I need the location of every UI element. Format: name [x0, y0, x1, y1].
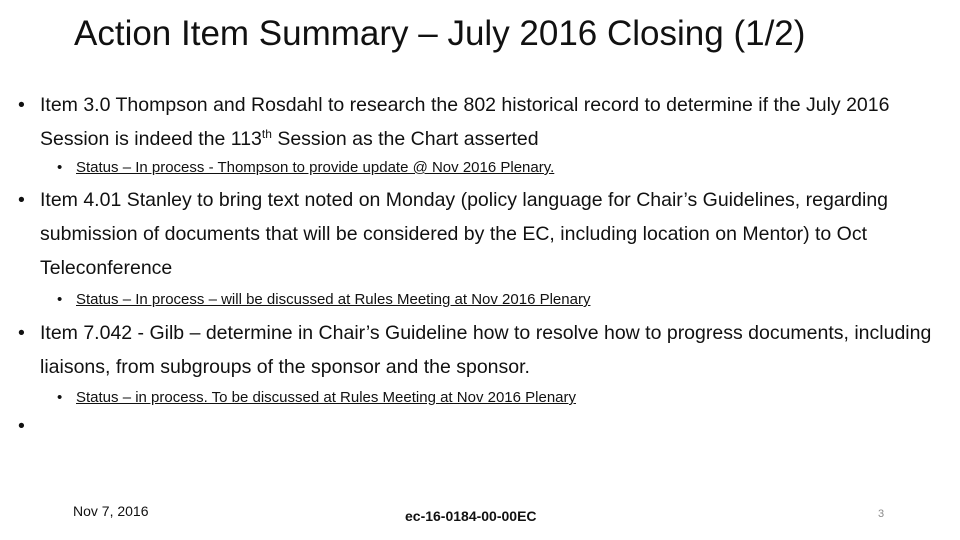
- status-item-3-0: [57, 158, 917, 178]
- footer-page-number: 3: [878, 508, 885, 520]
- sub-bullet-dot: •: [57, 159, 63, 176]
- empty-bullet: •: [18, 415, 25, 437]
- action-item-7-042: [18, 316, 938, 384]
- action-item-4-01: [18, 183, 938, 285]
- action-item-text-tail: Session as the Chart asserted: [271, 128, 539, 150]
- slide-title: Action Item Summary – July 2016 Closing (1/2): [74, 14, 806, 53]
- bullet-dot: •: [18, 94, 25, 116]
- action-item-text-main: Item 3.0 Thompson and Rosdahl to research the 802 historical record to determine if the July 2016 Session is indeed the 113: [40, 94, 890, 150]
- sub-bullet-dot: •: [57, 291, 63, 308]
- sub-bullet-dot: •: [57, 389, 63, 406]
- status-item-4-01: [57, 290, 917, 310]
- status-text: Status – In process - Thompson to provide update @ Nov 2016 Plenary.: [76, 159, 555, 176]
- bullet-dot: •: [18, 189, 25, 211]
- footer-date: Nov 7, 2016: [73, 503, 149, 519]
- action-item-text: Item 4.01 Stanley to bring text noted on Monday (policy language for Chair’s Guidelines, regarding submission of documents that will be considered by the EC, including location on Mentor) to Oct Teleconference: [40, 189, 889, 279]
- ordinal-superscript: th: [261, 127, 272, 141]
- footer-document-id: ec-16-0184-00-00EC: [405, 508, 537, 524]
- bullet-dot: •: [18, 322, 25, 344]
- action-item-text: Item 7.042 - Gilb – determine in Chair’s Guideline how to resolve how to progress documents, including liaisons, from subgroups of the sponsor and the sponsor.: [40, 322, 932, 378]
- action-item-text: [40, 88, 938, 156]
- status-text: Status – in process. To be discussed at Rules Meeting at Nov 2016 Plenary: [76, 389, 577, 406]
- status-text: Status – In process – will be discussed at Rules Meeting at Nov 2016 Plenary: [76, 291, 591, 308]
- status-item-7-042: [57, 388, 917, 408]
- action-item-3-0: [18, 88, 938, 156]
